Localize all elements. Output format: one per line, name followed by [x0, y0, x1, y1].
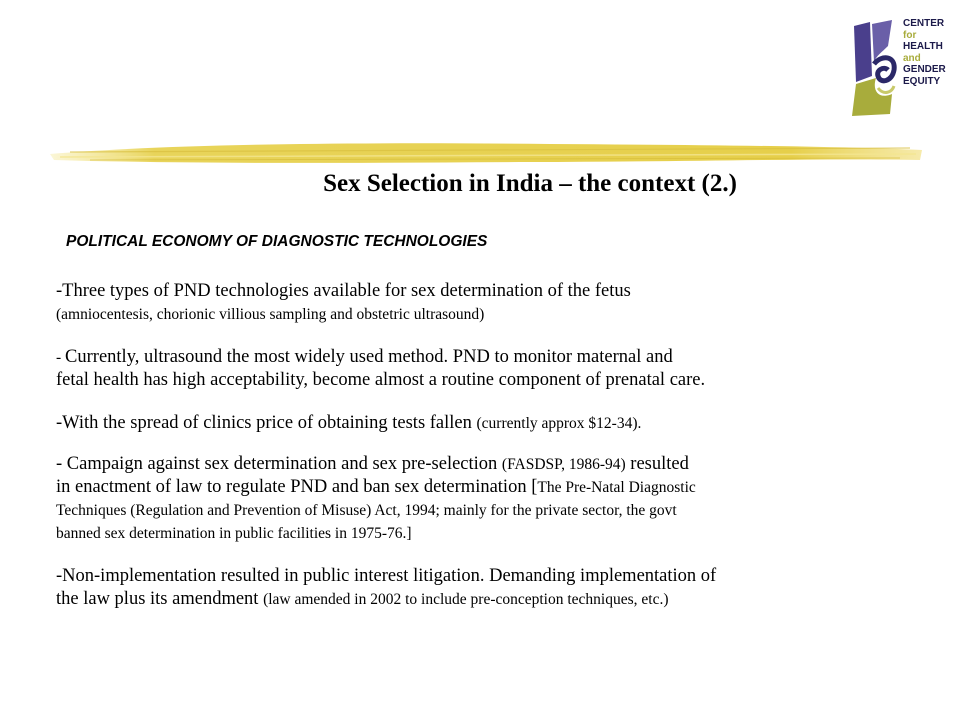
paragraph-4-line-4: banned sex determination in public facilities in 1975-76.] — [56, 525, 412, 542]
paragraph-5-line-2-main: the law plus its amendment — [56, 589, 264, 609]
paragraph-2-dash: - — [56, 349, 66, 366]
paragraph-4-line-1-main: - Campaign against sex determination and sex pre-selection — [56, 454, 502, 474]
paragraph-1-line-2: (amniocentesis, chorionic villious sampling and obstetric ultrasound) — [56, 306, 485, 323]
paragraph-4-line-1 — [56, 453, 936, 476]
brush-stroke-divider — [50, 136, 922, 170]
paragraph-1-line-1: -Three types of PND technologies available for sex determination of the fetus — [56, 281, 631, 301]
slide-body — [56, 280, 936, 611]
paragraph-4-line-1-small: (FASDSP, 1986-94) — [501, 456, 626, 473]
logo-word-gender: GENDER — [903, 64, 946, 75]
paragraph-4-line-2-main: in enactment of law to regulate PND and ban sex determination [ — [56, 477, 538, 497]
paragraph-4-line-3: Techniques (Regulation and Prevention of Misuse) Act, 1994; mainly for the private sector, the govt — [56, 502, 677, 519]
logo-word-equity: EQUITY — [903, 75, 941, 87]
paragraph-3-small: (currently approx $12-34). — [476, 415, 642, 432]
paragraph-4-line-1-tail: resulted — [625, 454, 689, 474]
paragraph-2-line-1 — [56, 346, 936, 369]
logo-text — [903, 18, 946, 87]
paragraph-5-line-2-small: (law amended in 2002 to include pre-conception techniques, etc.) — [263, 591, 669, 608]
section-subtitle: POLITICAL ECONOMY OF DIAGNOSTIC TECHNOLOGIES — [66, 233, 488, 250]
paragraph-5-line-2 — [56, 588, 936, 611]
paragraph-3-main: -With the spread of clinics price of obtaining tests fallen — [56, 413, 477, 433]
paragraph-4-line-2 — [56, 476, 936, 499]
logo-word-and: and — [903, 52, 921, 64]
slide-title: Sex Selection in India – the context (2.) — [323, 170, 737, 197]
paragraph-2-line-1-text: Currently, ultrasound the most widely used method. PND to monitor maternal and — [65, 347, 673, 367]
logo-word-for: for — [903, 29, 917, 41]
paragraph-3 — [56, 412, 936, 435]
logo-word-center: CENTER — [903, 18, 945, 29]
logo-word-health: HEALTH — [903, 41, 943, 52]
paragraph-2-line-2: fetal health has high acceptability, become almost a routine component of prenatal care. — [56, 370, 706, 390]
paragraph-4-line-2-small: The Pre-Natal Diagnostic — [537, 479, 696, 496]
paragraph-5-line-1: -Non-implementation resulted in public interest litigation. Demanding implementation of — [56, 566, 717, 586]
